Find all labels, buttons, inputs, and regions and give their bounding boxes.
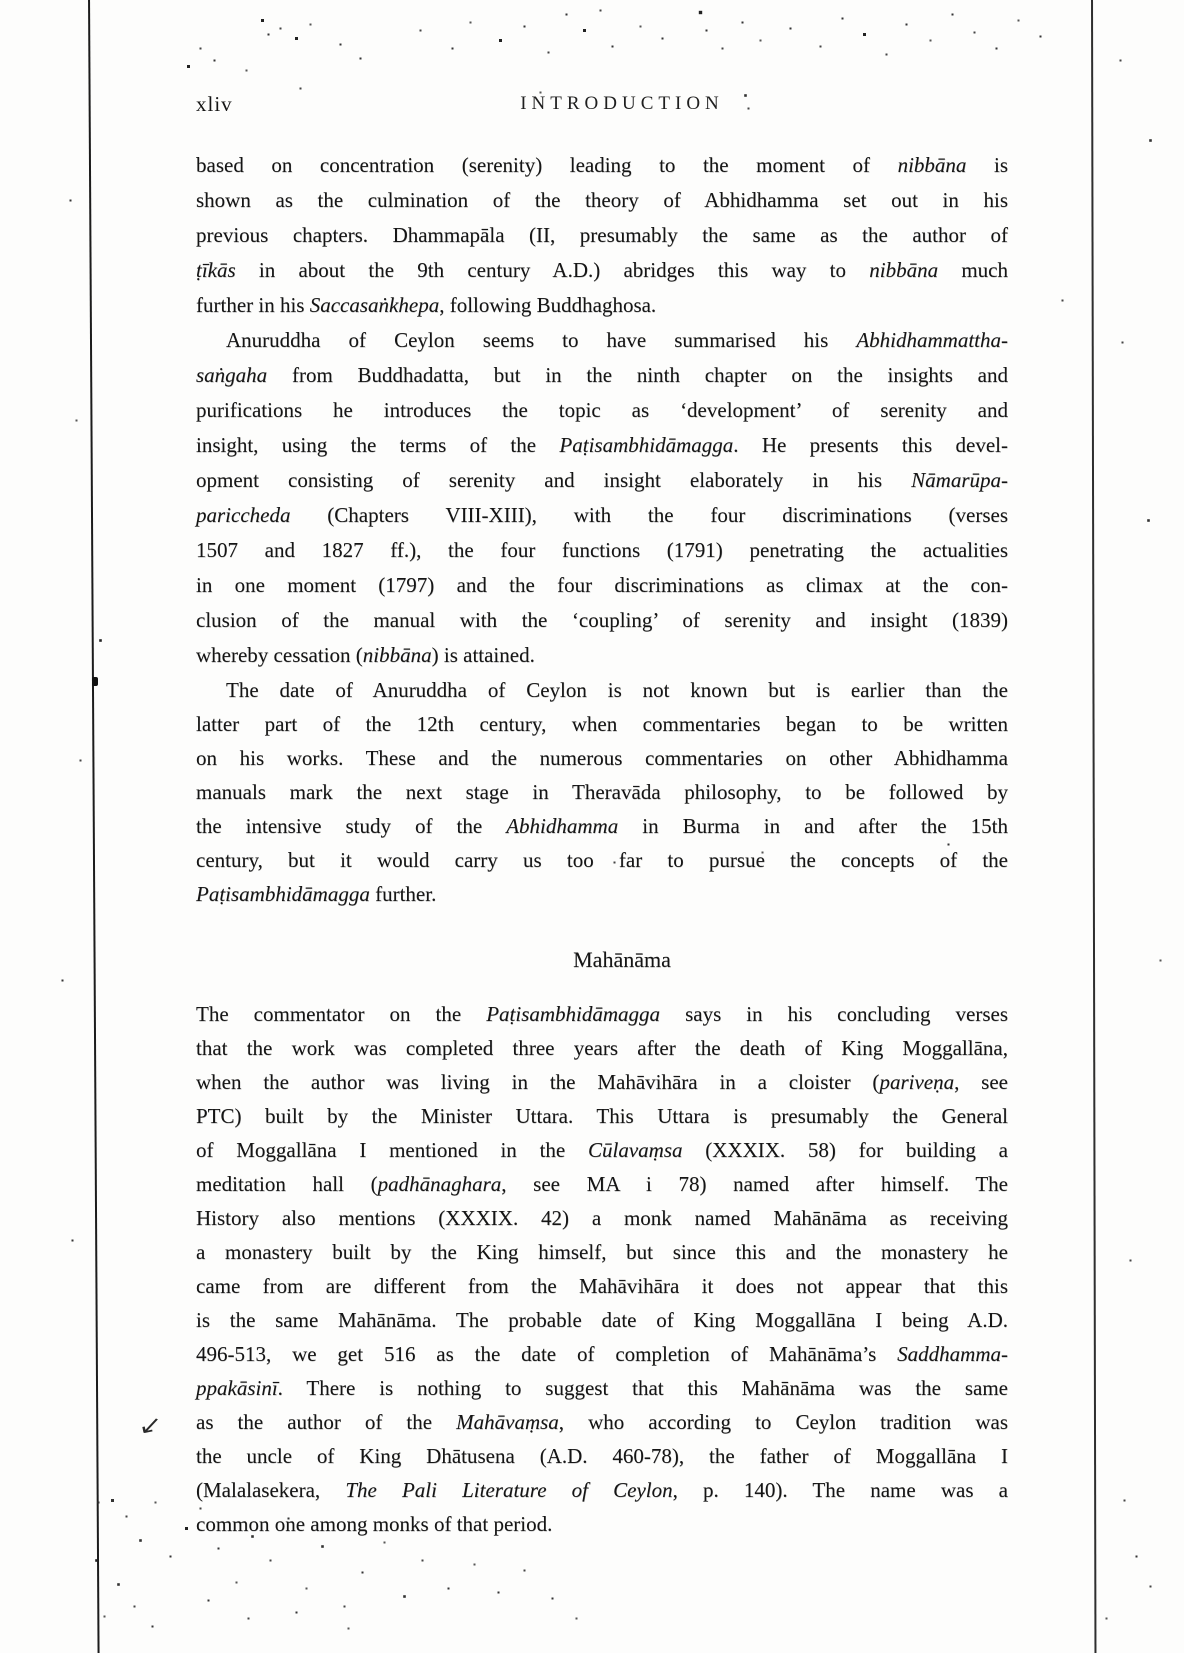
text-line: the uncle of King Dhātusena (A.D. 460-78), the father of Moggallāna I	[196, 1444, 1008, 1468]
text-line: of Moggallāna I mentioned in the Cūlavaṃsa (XXXIX. 58) for building a	[196, 1138, 1009, 1162]
running-head-title: INTRODUCTION	[520, 93, 724, 114]
text-line: ṭīkās in about the 9th century A.D.) abridges this way to nibbāna much	[196, 258, 1009, 282]
page-number: xliv	[196, 92, 233, 116]
text-line: pariccheda (Chapters VIII-XIII), with the four discriminations (verses	[196, 503, 1008, 527]
text-line: meditation hall (padhānaghara, see MA i 78) named after himself. The	[196, 1172, 1008, 1196]
text-line: a monastery built by the King himself, but since this and the monastery he	[196, 1240, 1008, 1264]
paragraph	[196, 323, 1008, 673]
text-line: common one among monks of that period.	[196, 1512, 553, 1536]
text-line: purifications he introduces the topic as ‘development’ of serenity and	[196, 398, 1008, 422]
text-line: The commentator on the Paṭisambhidāmagga says in his concluding verses	[196, 1002, 1008, 1026]
text-line: further in his Saccasaṅkhepa, following Buddhaghosa.	[196, 293, 657, 317]
text-line: insight, using the terms of the Paṭisambhidāmagga. He presents this devel-	[196, 433, 1008, 457]
pencil-arrow-mark: ↙	[135, 1410, 166, 1441]
text-line: clusion of the manual with the ‘coupling’ of serenity and insight (1839)	[196, 608, 1008, 632]
text-line: as the author of the Mahāvaṃsa, who according to Ceylon tradition was	[196, 1410, 1008, 1434]
text-line: shown as the culmination of the theory of Abhidhamma set out in his	[196, 188, 1008, 212]
text-line: 496-513, we get 516 as the date of completion of Mahānāma’s Saddhamma-	[196, 1342, 1008, 1366]
text-line: manuals mark the next stage in Theravāda philosophy, to be followed by	[196, 780, 1008, 804]
running-header	[196, 92, 1008, 120]
text-line: is the same Mahānāma. The probable date of King Moggallāna I being A.D.	[196, 1308, 1008, 1332]
page-body	[196, 148, 1008, 1541]
text-line: came from are different from the Mahāvihāra it does not appear that this	[196, 1274, 1008, 1298]
text-line: Paṭisambhidāmagga further.	[196, 882, 437, 906]
text-line: History also mentions (XXXIX. 42) a monk named Mahānāma as receiving	[196, 1206, 1008, 1230]
text-line: The date of Anuruddha of Ceylon is not known but is earlier than the	[226, 678, 1008, 702]
text-line: PTC) built by the Minister Uttara. This Uttara is presumably the General	[196, 1104, 1008, 1128]
text-line: Anuruddha of Ceylon seems to have summarised his Abhidhammattha-	[226, 328, 1008, 352]
scan-edge-line-right	[1091, 0, 1096, 1653]
text-line: on his works. These and the numerous commentaries on other Abhidhamma	[196, 746, 1008, 770]
section-heading: Mahānāma	[573, 947, 671, 972]
text-line: ppakāsinī. There is nothing to suggest that this Mahānāma was the same	[196, 1376, 1008, 1400]
text-line: latter part of the 12th century, when commentaries began to be written	[196, 712, 1008, 736]
paragraph	[196, 148, 1008, 323]
text-line: in one moment (1797) and the four discriminations as climax at the con-	[196, 573, 1008, 597]
text-line: opment consisting of serenity and insight elaborately in his Nāmarūpa-	[196, 468, 1008, 492]
text-line: saṅgaha from Buddhadatta, but in the ninth chapter on the insights and	[196, 363, 1008, 387]
text-line: the intensive study of the Abhidhamma in Burma in and after the 15th	[196, 814, 1008, 838]
ink-blot	[92, 677, 98, 686]
paragraph	[196, 997, 1008, 1541]
text-line: 1507 and 1827 ff.), the four functions (1791) penetrating the actualities	[196, 538, 1008, 562]
text-line: whereby cessation (nibbāna) is attained.	[196, 643, 535, 667]
text-line: century, but it would carry us too far to pursue the concepts of the	[196, 848, 1008, 872]
text-line: that the work was completed three years after the death of King Moggallāna,	[196, 1036, 1008, 1060]
text-line: based on concentration (serenity) leading to the moment of nibbāna is	[196, 153, 1008, 177]
text-line: previous chapters. Dhammapāla (II, presumably the same as the author of	[196, 223, 1008, 247]
paragraph	[196, 673, 1008, 911]
scan-edge-line-left	[88, 0, 100, 1653]
text-line: (Malalasekera, The Pali Literature of Ceylon, p. 140). The name was a	[196, 1478, 1008, 1502]
scan-noise-scatter	[0, 0, 1, 1]
text-line: when the author was living in the Mahāvihāra in a cloister (pariveṇa, see	[196, 1070, 1008, 1094]
